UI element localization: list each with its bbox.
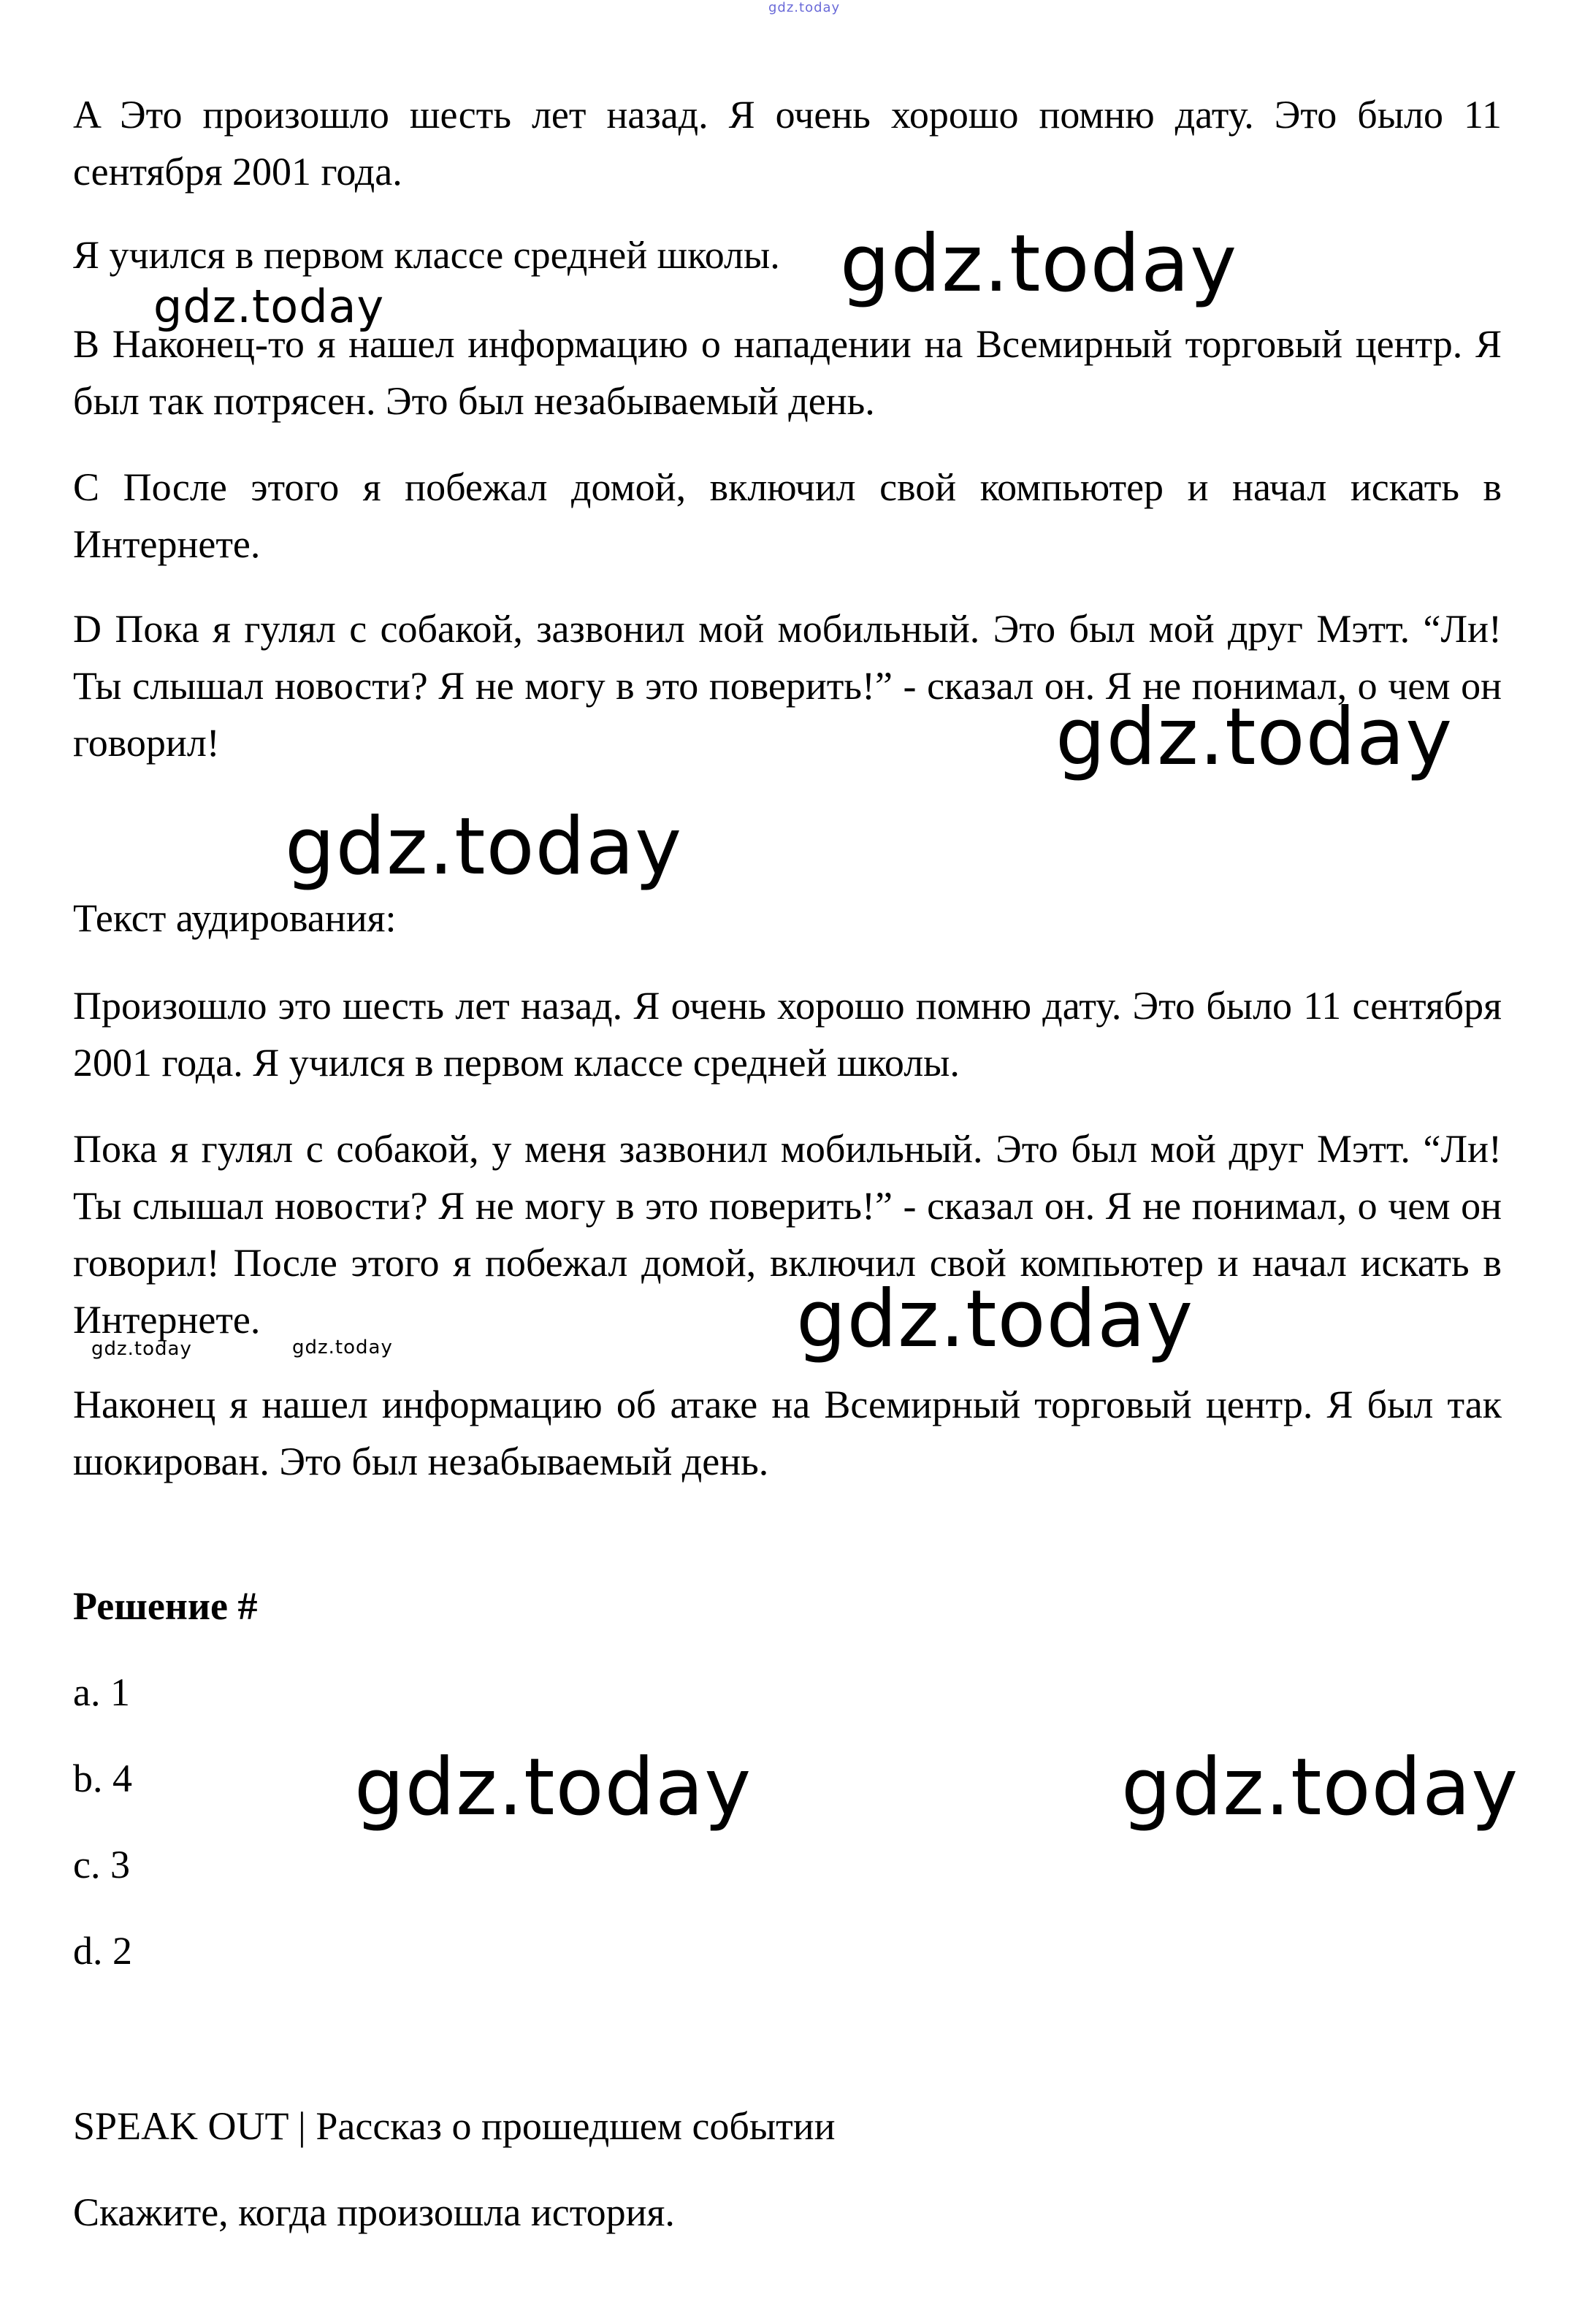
listening-paragraph-3: Наконец я нашел информацию об атаке на Всемирный торговый центр. Я был так шокирован. Это был незабываемый день.: [73, 1383, 1502, 1483]
paragraph-a2: Я учился в первом классе средней школы.: [73, 233, 780, 277]
paragraph-c: C После этого я побежал домой, включил свой компьютер и начал искать в Интернете.: [73, 465, 1502, 566]
paragraph-b: B Наконец-то я нашел информацию о нападении на Всемирный торговый центр. Я был так потрясен. Это был незабываемый день.: [73, 322, 1502, 423]
watermark: gdz.today: [153, 280, 385, 333]
paragraph-d: D Пока я гулял с собакой, зазвонил мой мобильный. Это был мой друг Мэтт. “Ли! Ты слышал новости? Я не могу в это поверить!” - сказал он. Я не понимал, о чем он говорил!: [73, 607, 1502, 765]
listening-paragraph-1: Произошло это шесть лет назад. Я очень хорошо помню дату. Это было 11 сентября 2001 года. Я учился в первом классе средней школы.: [73, 984, 1502, 1085]
answer-d: d. 2: [73, 1929, 132, 1973]
watermark: gdz.today: [1121, 1742, 1519, 1833]
answer-b: b. 4: [73, 1757, 132, 1800]
watermark: gdz.today: [796, 1274, 1194, 1365]
listening-paragraph-2: Пока я гулял с собакой, у меня зазвонил мобильный. Это был мой друг Мэтт. “Ли! Ты слышал новости? Я не могу в это поверить!” - сказал он. Я не понимал, о чем он говорил! После этого я побежал домой, включил свой компьютер и начал искать в Интернете.: [73, 1127, 1502, 1342]
watermark: gdz.today: [354, 1742, 752, 1833]
listening-label: Текст аудирования:: [73, 896, 397, 940]
watermark: gdz.today: [285, 801, 683, 892]
watermark: gdz.today: [91, 1338, 192, 1360]
watermark: gdz.today: [292, 1337, 393, 1358]
answer-c: c. 3: [73, 1843, 130, 1887]
watermark: gdz.today: [840, 218, 1238, 310]
watermark-top: gdz.today: [768, 0, 841, 15]
answer-a: a. 1: [73, 1670, 130, 1714]
watermark: gdz.today: [1055, 692, 1453, 783]
solution-heading: Решение #: [73, 1584, 258, 1628]
speak-out-title: SPEAK OUT | Рассказ о прошедшем событии: [73, 2104, 836, 2148]
speak-out-instruction: Скажите, когда произошла история.: [73, 2190, 675, 2234]
paragraph-a: A Это произошло шесть лет назад. Я очень хорошо помню дату. Это было 11 сентября 2001 года.: [73, 93, 1502, 194]
